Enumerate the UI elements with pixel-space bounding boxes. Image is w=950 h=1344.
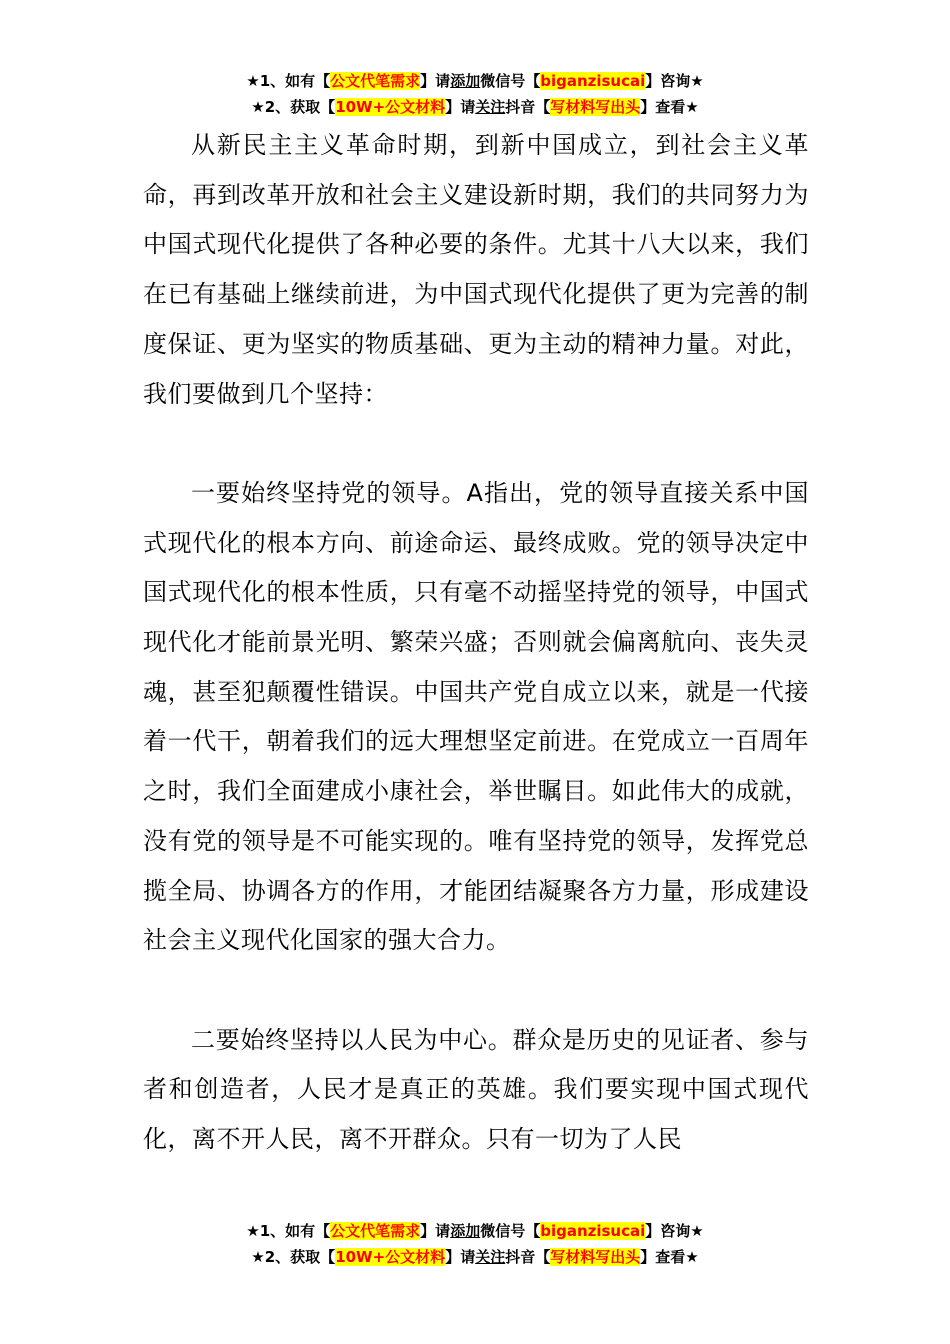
highlight-service: 公文代笔需求 [330,72,421,90]
footer-banner [0,1218,950,1270]
highlight-materials: 10W+公文材料 [335,1248,446,1266]
paragraph-spacer [143,419,809,469]
highlight-wechat-id: biganzisucai [540,1222,646,1240]
paragraph-party-leadership: 一要始终坚持党的领导。A指出，党的领导直接关系中国式现代化的根本方向、前途命运、最终成败。党的领导决定中国式现代化的根本性质，只有毫不动摇坚持党的领导，中国式现代化才能前景光明、繁荣兴盛；否则就会偏离航向、丧失灵魂，甚至犯颠覆性错误。中国共产党自成立以来，就是一代接着一代干，朝着我们的远大理想坚定前进。在党成立一百周年之时，我们全面建成小康社会，举世瞩目。如此伟大的成就，没有党的领导是不可能实现的。唯有坚持党的领导，发挥党总揽全局、协调各方的作用，才能团结凝聚各方力量，形成建设社会主义现代化国家的强大合力。 [143,478,809,955]
banner-line-1: ★1、如有【公文代笔需求】请添加微信号【biganzisucai】咨询★ [246,72,704,90]
highlight-wechat-id: biganzisucai [540,72,646,90]
highlight-service: 公文代笔需求 [330,1222,421,1240]
paragraph-people-centered: 二要始终坚持以人民为中心。群众是历史的见证者、参与者和创造者，人民才是真正的英雄。我们要实现中国式现代化，离不开人民，离不开群众。只有一切为了人民 [143,1025,809,1154]
highlight-douyin-account: 写材料写出头 [550,1248,641,1266]
header-banner [0,68,950,120]
banner-line-1: ★1、如有【公文代笔需求】请添加微信号【biganzisucai】咨询★ [246,1222,704,1240]
banner-line-2: ★2、获取【10W+公文材料】请关注抖音【写材料写出头】查看★ [251,1248,699,1266]
paragraph-spacer [143,966,809,1016]
highlight-materials: 10W+公文材料 [335,98,446,116]
highlight-douyin-account: 写材料写出头 [550,98,641,116]
document-body [143,121,809,1165]
paragraph-intro: 从新民主主义革命时期，到新中国成立，到社会主义革命，再到改革开放和社会主义建设新时期，我们的共同努力为中国式现代化提供了各种必要的条件。尤其十八大以来，我们在已有基础上继续前进，为中国式现代化提供了更为完善的制度保证、更为坚实的物质基础、更为主动的精神力量。对此，我们要做到几个坚持： [143,131,809,408]
banner-line-2: ★2、获取【10W+公文材料】请关注抖音【写材料写出头】查看★ [251,98,699,116]
